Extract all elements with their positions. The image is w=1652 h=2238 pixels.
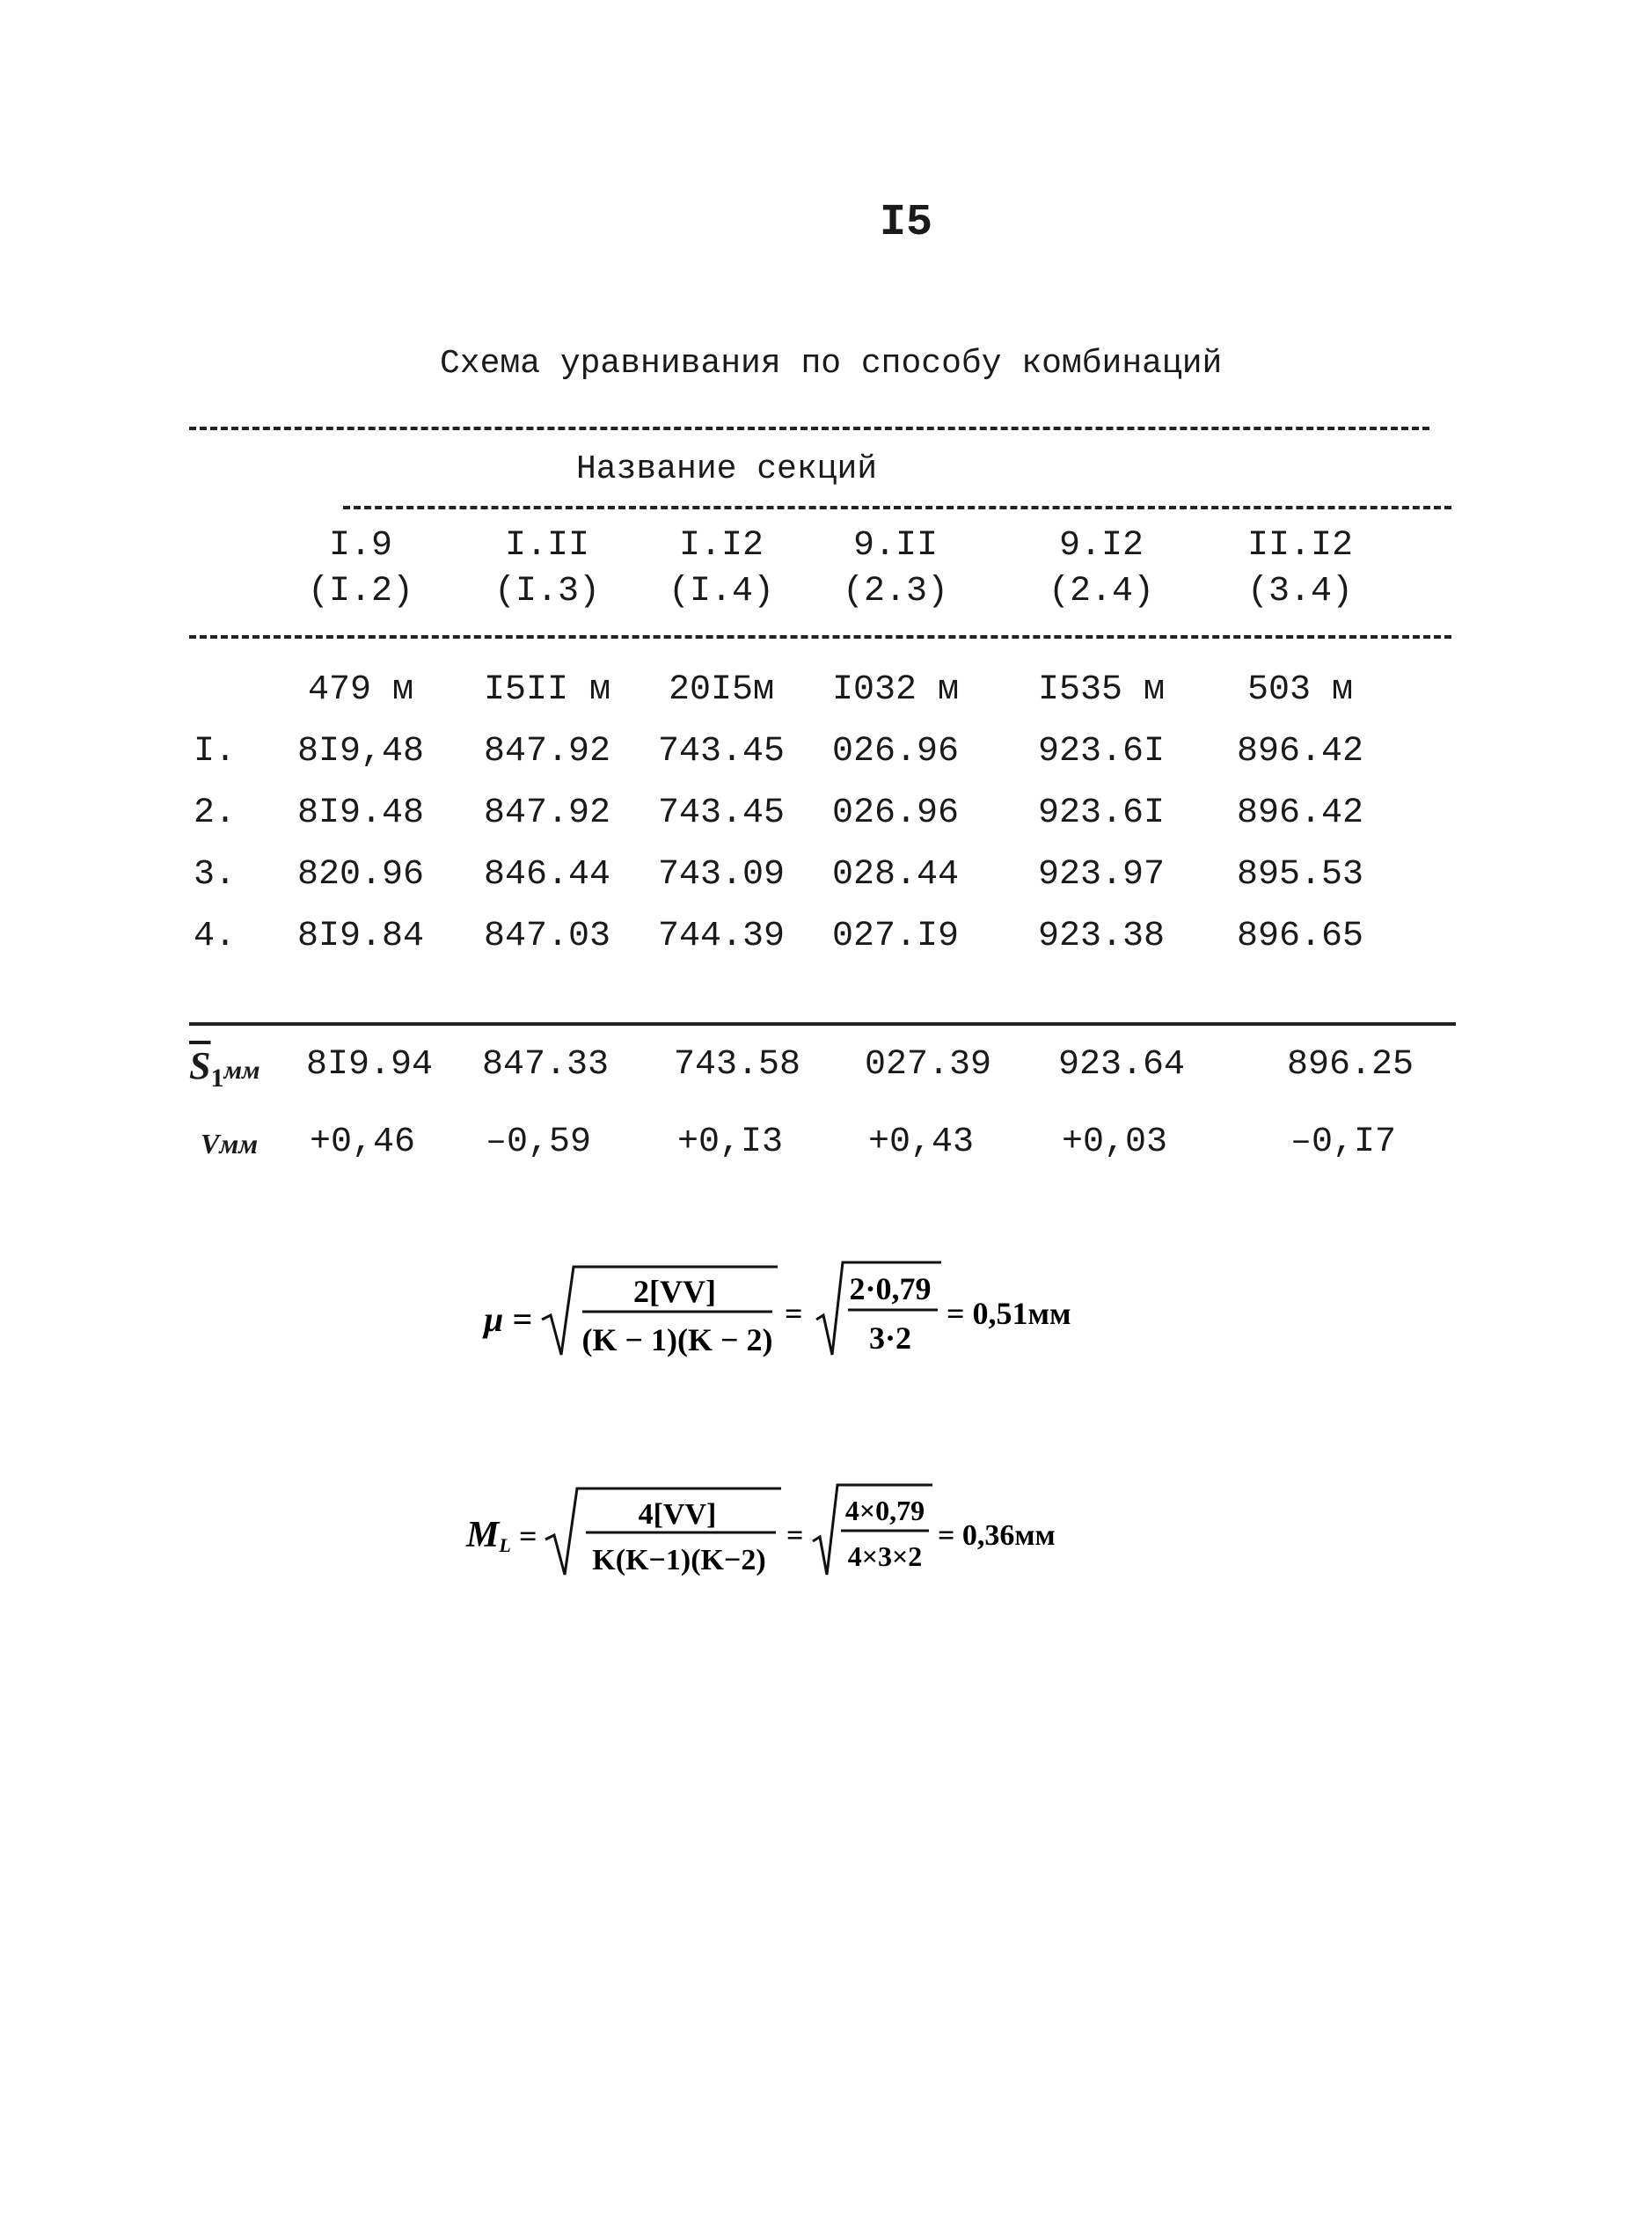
mean-value: 743.58 [673,1045,801,1085]
table-cell: 847.92 [483,794,611,833]
table-cell: 743.45 [657,794,786,833]
section-group-header: Название секций [576,450,878,488]
table-cell: 026.96 [831,794,960,833]
section-length: I032 м [831,670,960,710]
document-title: Схема уравнивания по способу комбинаций [440,345,1223,383]
mean-value: 847.33 [481,1045,610,1085]
results-rule [189,1022,1456,1026]
table-cell: 923.6I [1037,794,1166,833]
mean-value: 923.64 [1057,1045,1186,1085]
table-cell: 027.I9 [831,917,960,956]
correction-value: +0,03 [1061,1123,1168,1162]
correction-value: +0,46 [309,1123,416,1162]
correction-value: –0,59 [485,1123,592,1162]
table-cell: 896.65 [1236,917,1364,956]
m-den1: K(K−1)(K−2) [592,1544,766,1576]
table-cell: 923.38 [1037,917,1166,956]
section-length: 479 м [307,670,414,710]
table-cell: 026.96 [831,732,960,772]
mean-row-label [189,1043,260,1093]
m-num2: 4×0,79 [844,1495,925,1526]
table-cell: 896.42 [1236,794,1364,833]
header-bottom-rule [189,635,1451,639]
mu-num1: 2[VV] [633,1274,716,1309]
table-cell: 847.03 [483,917,611,956]
mean-value: 027.39 [864,1045,992,1085]
table-cell: 846.44 [483,855,611,895]
v-row-label: Vмм [201,1128,259,1159]
m-eq: = [786,1519,804,1552]
m-result: = 0,36мм [938,1519,1056,1552]
mu-den2: 3·2 [868,1320,912,1356]
correction-value: –0,I7 [1290,1123,1397,1162]
table-cell: 743.09 [657,855,786,895]
page-number: I5 [880,198,933,248]
table-cell: 923.97 [1037,855,1166,895]
mean-value: 896.25 [1286,1045,1414,1085]
mu-den1: (K − 1)(K − 2) [581,1322,773,1357]
section-name: 9.I2 [1058,526,1144,566]
row-label: 2. [194,794,237,833]
row-label: 4. [194,917,237,956]
section-length: I535 м [1037,670,1166,710]
section-length: 503 м [1246,670,1354,710]
mean-subscript: 1 [210,1064,224,1093]
section-alt-name: (I.2) [307,572,414,611]
mean-unit: мм [223,1056,260,1085]
table-cell: 923.6I [1037,732,1166,772]
section-name: I.II [504,526,590,566]
correction-value: +0,I3 [676,1123,784,1162]
mu-lhs: μ = [484,1299,533,1339]
row-label: 3. [194,855,237,895]
section-alt-name: (I.3) [493,572,601,611]
section-name: 9.II [852,526,939,566]
table-cell: 896.42 [1236,732,1364,772]
m-lhs: ML [466,1515,511,1556]
section-name: I.I2 [678,526,764,566]
section-alt-name: (2.4) [1048,572,1155,611]
section-alt-name: (2.3) [842,572,949,611]
section-alt-name: (3.4) [1246,572,1354,611]
mu-result: = 0,51мм [947,1296,1071,1331]
m-lhs-eq: = [519,1518,537,1554]
table-cell: 847.92 [483,732,611,772]
table-top-rule [189,427,1429,430]
table-cell: 743.45 [657,732,786,772]
row-label: I. [194,732,237,772]
section-alt-name: (I.4) [668,572,775,611]
mu-eq: = [785,1296,803,1331]
table-cell: 8I9.48 [296,794,425,833]
table-cell: 744.39 [657,917,786,956]
mean-s-symbol: $\overline{S}$ [189,1044,211,1087]
section-header-rule [343,506,1451,509]
mu-num2: 2·0,79 [849,1271,932,1306]
table-cell: 820.96 [296,855,425,895]
table-cell: 028.44 [831,855,960,895]
table-cell: 895.53 [1236,855,1364,895]
section-length: 20I5м [668,670,775,710]
correction-value: +0,43 [867,1123,975,1162]
formula-m [457,1478,1126,1592]
formula-mu [475,1254,1091,1377]
table-cell: 8I9.84 [296,917,425,956]
section-name: I.9 [328,526,393,566]
m-num1: 4[VV] [638,1498,717,1531]
mean-value: 8I9.94 [305,1045,434,1085]
m-den2: 4×3×2 [847,1540,923,1572]
section-name: II.I2 [1246,526,1354,566]
section-length: I5II м [483,670,611,710]
table-cell: 8I9,48 [296,732,425,772]
